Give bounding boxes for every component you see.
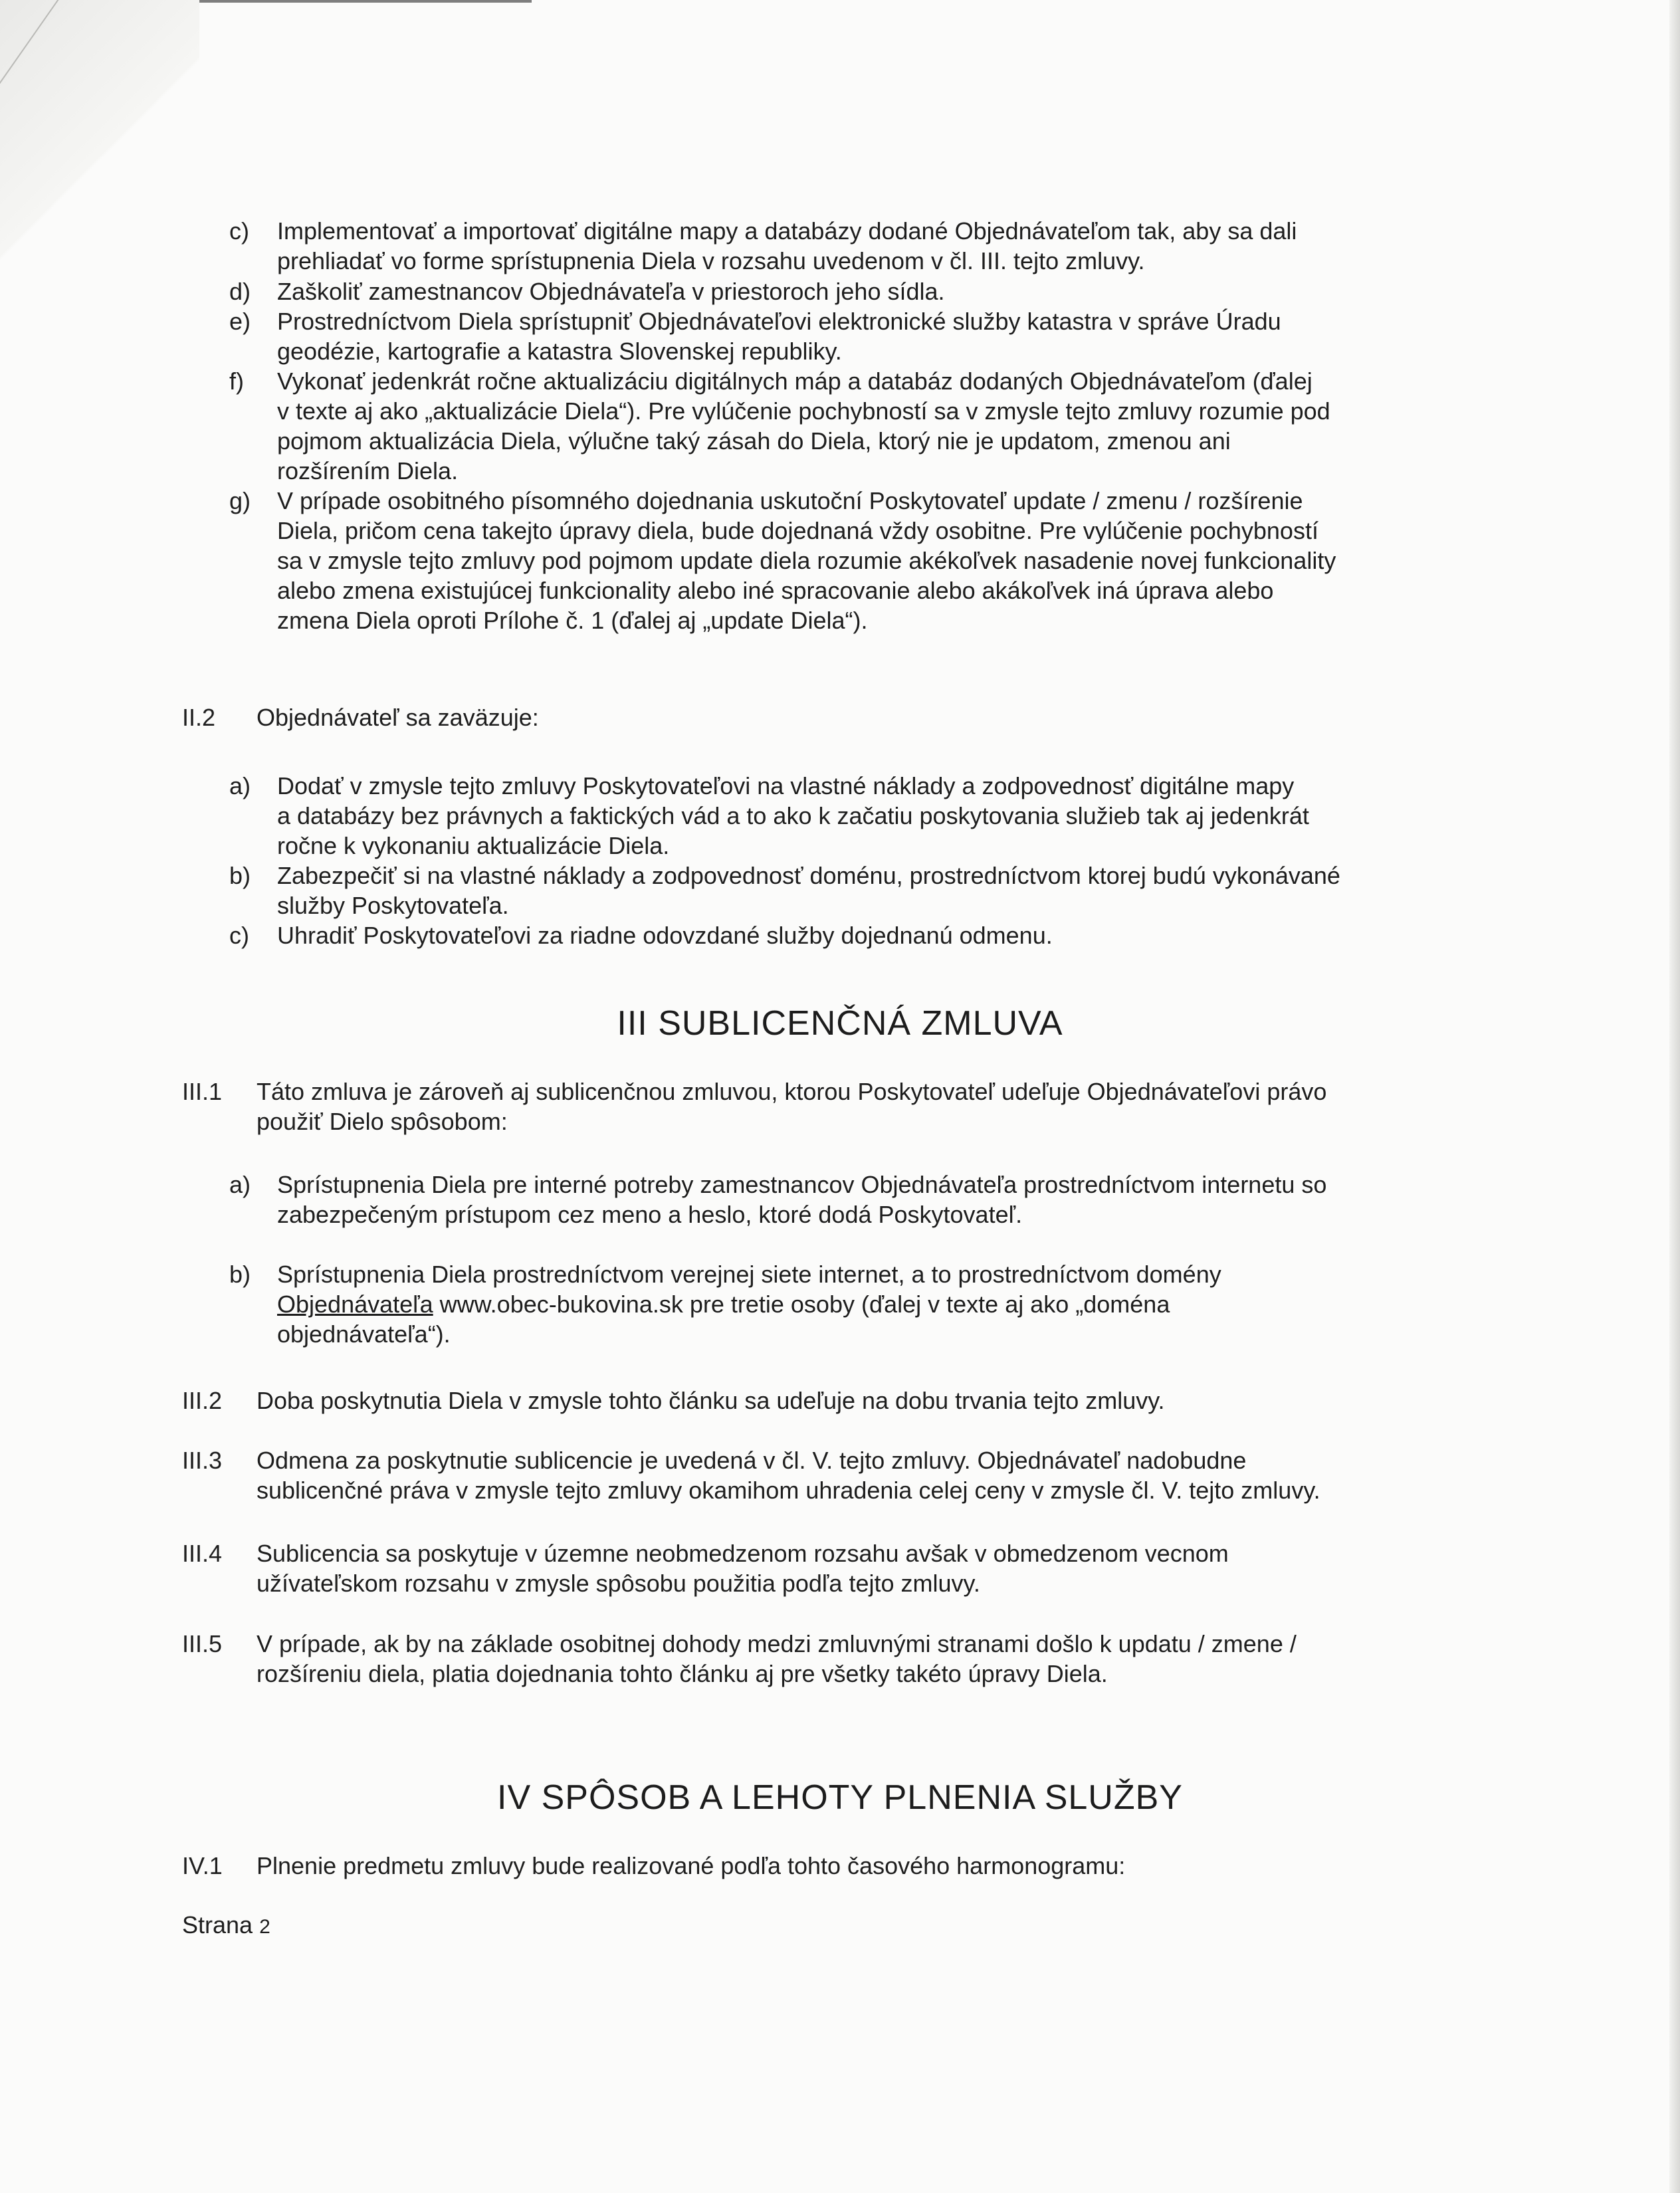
section-number: III.1: [182, 1078, 223, 1105]
section-number: III.5: [182, 1630, 223, 1657]
list-marker: g): [229, 487, 251, 514]
section-number: III.2: [182, 1387, 223, 1414]
page-number: 2: [259, 1916, 270, 1938]
list-marker: f): [229, 367, 244, 395]
section-text: Plnenie predmetu zmluvy bude realizované podľa tohto časového harmonogramu:: [257, 1852, 1126, 1879]
scan-edge: [199, 0, 532, 3]
list-item-text: [277, 1259, 1540, 1349]
section-text: Doba poskytnutia Diela v zmysle tohto článku sa udeľuje na dobu trvania tejto zmluvy.: [257, 1387, 1165, 1414]
list-marker: d): [229, 278, 251, 305]
page-edge-shadow: [1669, 0, 1680, 2193]
list-item-text: Zaškoliť zamestnancov Objednávateľa v priestoroch jeho sídla.: [277, 278, 945, 305]
text-line: www.obec-bukovina.sk pre tretie osoby (ďalej v texte aj ako „doména: [433, 1291, 1170, 1318]
page-footer: [182, 1911, 270, 1939]
section-text: Odmena za poskytnutie sublicencie je uvedená v čl. V. tejto zmluvy. Objednávateľ nadobudne sublicenčné práva v zmysle tejto zmluvy okamihom uhradenia celej ceny v zmysle čl. V. tejto zmluvy.: [257, 1447, 1320, 1504]
section-number: II.2: [182, 704, 216, 731]
list-item-text: Uhradiť Poskytovateľovi za riadne odovzdané služby dojednanú odmenu.: [277, 922, 1053, 949]
list-marker: e): [229, 308, 251, 335]
section-heading: III SUBLICENČNÁ ZMLUVA: [617, 1004, 1063, 1043]
text-line: Sprístupnenia Diela prostredníctvom verejnej siete internet, a to prostredníctvom domény: [277, 1261, 1221, 1288]
list-marker: c): [229, 922, 249, 949]
section-text: V prípade, ak by na základe osobitnej dohody medzi zmluvnými stranami došlo k updatu / zmene / rozšíreniu diela, platia dojednania tohto článku aj pre všetky takéto úpravy Diela.: [257, 1630, 1297, 1687]
section-number: IV.1: [182, 1852, 223, 1879]
list-item-text: Zabezpečiť si na vlastné náklady a zodpovednosť doménu, prostredníctvom ktorej budú vykonávané služby Poskytovateľa.: [277, 862, 1340, 919]
list-item-text: Prostredníctvom Diela sprístupniť Objednávateľovi elektronické služby katastra v správe Úradu geodézie, kartografie a katastra Slovenskej republiky.: [277, 308, 1281, 365]
list-item-text: V prípade osobitného písomného dojednania uskutoční Poskytovateľ update / zmenu / rozšírenie Diela, pričom cena takejto úpravy diela, bude dojednaná vždy osobitne. Pre vylúčenie pochybností sa v zmysle tejto zmluvy pod pojmom update diela rozumie akékoľvek nasadenie novej funkcionality alebo zmena existujúcej funkcionality alebo iné spracovanie alebo akákoľvek iná úprava alebo zmena Diela oproti Prílohe č. 1 (ďalej aj „update Diela“).: [277, 487, 1336, 634]
footer-label: Strana: [182, 1911, 253, 1938]
list-marker: a): [229, 1171, 251, 1198]
list-marker: b): [229, 862, 251, 889]
text-line: objednávateľa“).: [277, 1320, 451, 1348]
list-marker: b): [229, 1261, 251, 1288]
list-item-text: Vykonať jedenkrát ročne aktualizáciu digitálnych máp a databáz dodaných Objednávateľom (ďalej v texte aj ako „aktualizácie Diela“). Pre vylúčenie pochybností sa v zmysle tejto zmluvy rozumie pod pojmom aktualizácia Diela, výlučne taký zásah do Diela, ktorý nie je updatom, zmenou ani rozšírením Diela.: [277, 367, 1330, 484]
section-number: III.4: [182, 1540, 223, 1567]
list-marker: c): [229, 217, 249, 245]
list-marker: a): [229, 772, 251, 799]
section-text: Sublicencia sa poskytuje v územne neobmedzenom rozsahu avšak v obmedzenom vecnom užívateľskom rozsahu v zmysle spôsobu použitia podľa tejto zmluvy.: [257, 1540, 1229, 1597]
section-text: Táto zmluva je zároveň aj sublicenčnou zmluvou, ktorou Poskytovateľ udeľuje Objednávateľovi právo použiť Dielo spôsobom:: [257, 1078, 1327, 1135]
list-item-text: Sprístupnenia Diela pre interné potreby zamestnancov Objednávateľa prostredníctvom internetu so zabezpečeným prístupom cez meno a heslo, ktoré dodá Poskytovateľ.: [277, 1171, 1327, 1228]
list-item-text: Implementovať a importovať digitálne mapy a databázy dodané Objednávateľom tak, aby sa dali prehliadať vo forme sprístupnenia Diela v rozsahu uvedenom v čl. III. tejto zmluvy.: [277, 217, 1297, 274]
underlined-term: Objednávateľa: [277, 1291, 433, 1318]
list-item-text: Dodať v zmysle tejto zmluvy Poskytovateľovi na vlastné náklady a zodpovednosť digitálne mapy a databázy bez právnych a faktických vád a to ako k začatiu poskytovania služieb tak aj jedenkrát ročne k vykonaniu aktualizácie Diela.: [277, 772, 1309, 859]
section-text: Objednávateľ sa zaväzuje:: [257, 704, 539, 731]
section-number: III.3: [182, 1447, 223, 1474]
section-heading: IV SPÔSOB A LEHOTY PLNENIA SLUŽBY: [497, 1778, 1183, 1817]
